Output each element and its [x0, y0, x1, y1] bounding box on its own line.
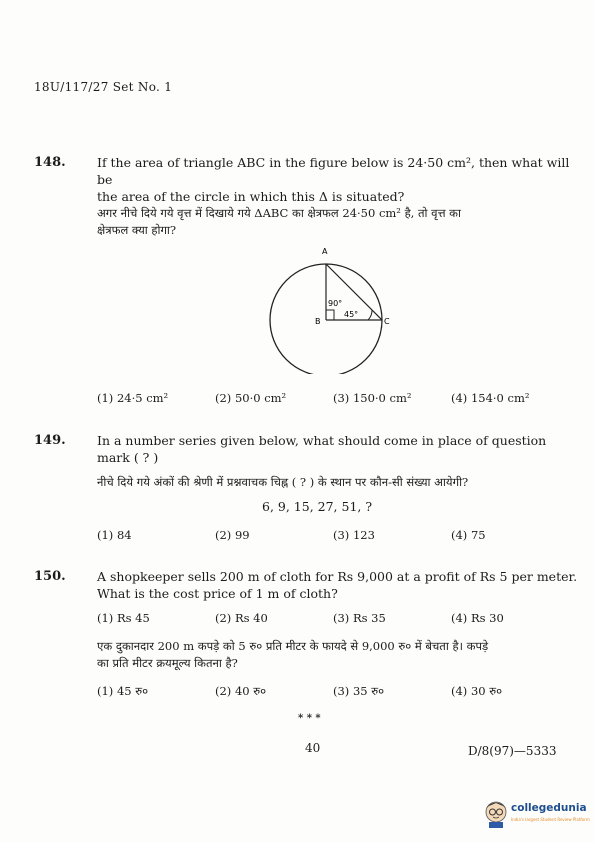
- vertex-label-b: B: [315, 317, 321, 326]
- number-series: 6, 9, 15, 27, 51, ?: [262, 499, 373, 514]
- question-149-en-line-2: mark ( ? ): [97, 450, 159, 465]
- question-148-hi-line-2: क्षेत्रफल क्या होगा?: [97, 223, 177, 237]
- question-150-hi-line-1: एक दुकानदार 200 m कपड़े को 5 रु० प्रति मीटर के फायदे से 9,000 रु० में बेचता है। कपड़े: [97, 639, 489, 653]
- question-number-150: 150.: [34, 569, 66, 584]
- question-149-en-line-1: In a number series given below, what should come in place of question: [97, 433, 547, 448]
- option-148-1[interactable]: (1) 24·5 cm²: [97, 391, 169, 405]
- mascot-icon: [483, 798, 509, 828]
- question-148-en-line-1: If the area of triangle ABC in the figure below is 24·50 cm², then what will be: [97, 155, 570, 187]
- logo-wordmark: collegedunia: [511, 802, 587, 814]
- option-150-hi-4[interactable]: (4) 30 रु०: [451, 684, 503, 698]
- option-150-2[interactable]: (2) Rs 40: [215, 611, 268, 625]
- option-149-2[interactable]: (2) 99: [215, 528, 250, 542]
- end-mark: * * *: [298, 713, 321, 724]
- option-148-2[interactable]: (2) 50·0 cm²: [215, 391, 287, 405]
- question-149-text: [97, 432, 587, 491]
- question-148-en-line-2: the area of the circle in which this Δ is situated?: [97, 189, 405, 204]
- option-148-3[interactable]: (3) 150·0 cm²: [333, 391, 412, 405]
- collegedunia-logo: [483, 794, 590, 834]
- angle-label-45: 45°: [344, 310, 359, 319]
- page-number: 40: [305, 741, 321, 755]
- question-number-149: 149.: [34, 433, 66, 448]
- question-148-options: [97, 391, 567, 405]
- question-150-options-hindi: [97, 684, 567, 699]
- question-150-options: [97, 611, 567, 625]
- option-148-4[interactable]: (4) 154·0 cm²: [451, 391, 530, 405]
- question-150-hi-line-2: का प्रति मीटर क्रयमूल्य कितना है?: [97, 656, 238, 670]
- logo-tagline: India's largest Student Review Platform: [511, 817, 590, 822]
- set-code: 18U/117/27 Set No. 1: [34, 80, 173, 94]
- question-150-en-line-2: What is the cost price of 1 m of cloth?: [97, 586, 338, 601]
- angle-label-90: 90°: [328, 299, 343, 308]
- option-150-hi-1[interactable]: (1) 45 रु०: [97, 684, 149, 698]
- question-150-hindi: [97, 638, 589, 672]
- question-150-text: [97, 568, 589, 602]
- question-148-hi-line-1: अगर नीचे दिये गये वृत्त में दिखाये गये ΔABC का क्षेत्रफल 24·50 cm² है, तो वृत्त का: [97, 206, 461, 220]
- option-150-3[interactable]: (3) Rs 35: [333, 611, 386, 625]
- option-150-1[interactable]: (1) Rs 45: [97, 611, 150, 625]
- circle-triangle-figure: [268, 244, 398, 374]
- vertex-label-c: C: [384, 317, 390, 326]
- paper-code: D/8(97)—5333: [468, 744, 557, 758]
- angle-arc-c: [368, 310, 372, 320]
- question-150-en-line-1: A shopkeeper sells 200 m of cloth for Rs 9,000 at a profit of Rs 5 per meter.: [97, 569, 578, 584]
- question-number-148: 148.: [34, 155, 66, 170]
- option-150-hi-2[interactable]: (2) 40 रु०: [215, 684, 267, 698]
- question-149-hi-line-1: नीचे दिये गये अंकों की श्रेणी में प्रश्नवाचक चिह्न ( ? ) के स्थान पर कौन-सी संख्या आयेगी?: [97, 475, 469, 489]
- option-149-3[interactable]: (3) 123: [333, 528, 375, 542]
- option-149-4[interactable]: (4) 75: [451, 528, 486, 542]
- question-148-text: [97, 154, 587, 239]
- question-149-options: [97, 528, 567, 542]
- option-150-4[interactable]: (4) Rs 30: [451, 611, 504, 625]
- option-149-1[interactable]: (1) 84: [97, 528, 132, 542]
- vertex-label-a: A: [322, 247, 328, 256]
- right-angle-marker: [326, 310, 334, 320]
- option-150-hi-3[interactable]: (3) 35 रु०: [333, 684, 385, 698]
